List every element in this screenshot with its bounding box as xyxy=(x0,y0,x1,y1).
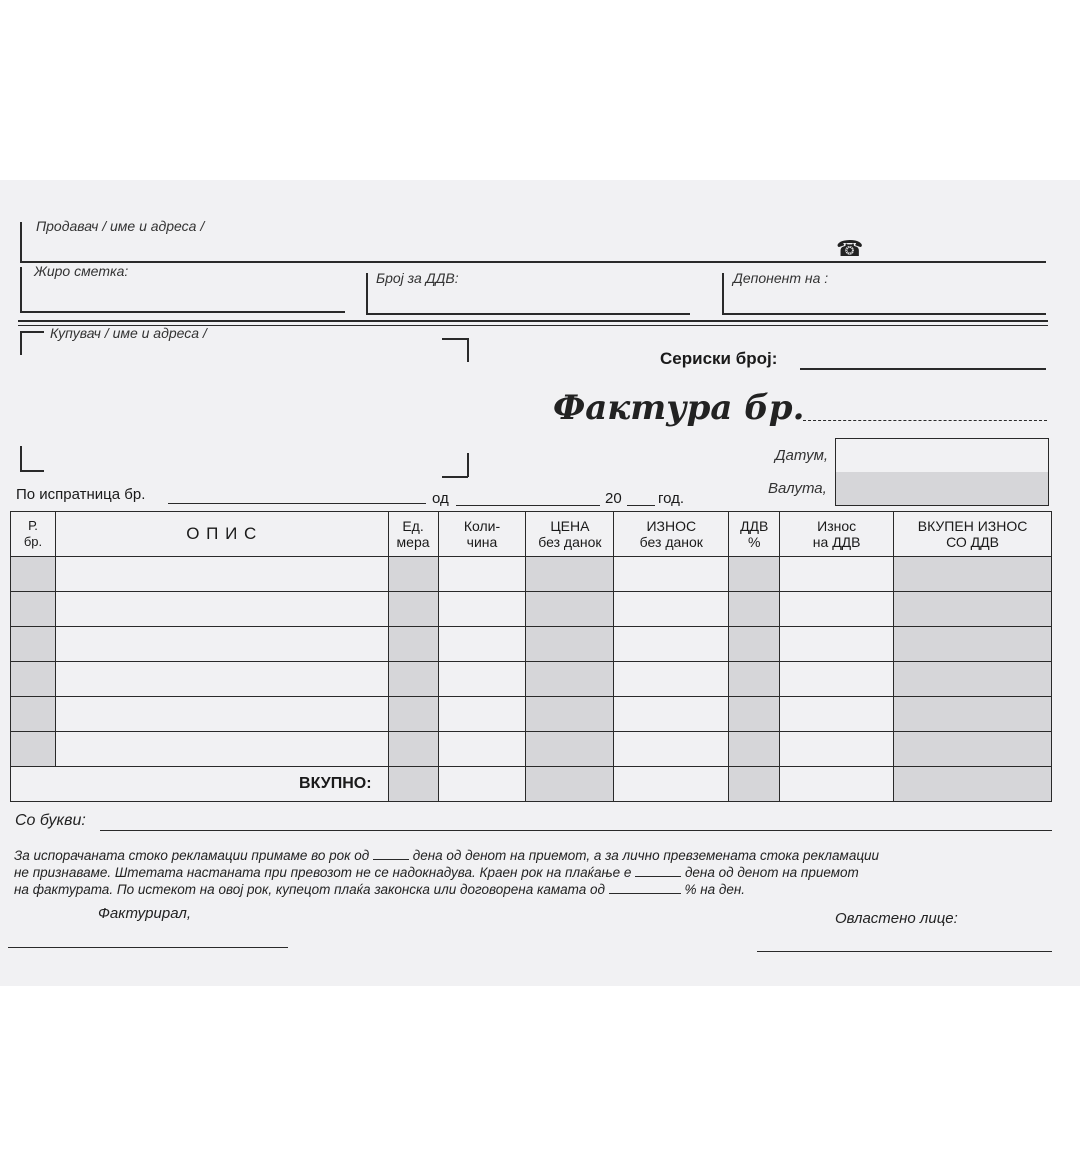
datum-label: Датум, xyxy=(775,447,829,464)
total-cell[interactable] xyxy=(780,767,894,802)
table-cell[interactable] xyxy=(55,732,388,767)
authorized-line[interactable] xyxy=(757,951,1052,952)
table-cell[interactable] xyxy=(11,627,56,662)
terms-line-1 xyxy=(14,847,879,864)
table-cell[interactable] xyxy=(526,732,614,767)
table-cell[interactable] xyxy=(729,732,780,767)
deponent-bracket xyxy=(722,273,724,313)
table-cell[interactable] xyxy=(894,592,1052,627)
col-iznos: ИЗНОС без данок xyxy=(614,512,729,557)
table-cell[interactable] xyxy=(55,662,388,697)
buyer-corner-tr-h xyxy=(442,338,468,340)
table-cell[interactable] xyxy=(894,662,1052,697)
table-cell[interactable] xyxy=(438,697,526,732)
table-cell[interactable] xyxy=(614,662,729,697)
vat-label: Број за ДДВ: xyxy=(376,270,459,286)
terms-text: % на ден. xyxy=(684,882,746,897)
table-cell[interactable] xyxy=(11,557,56,592)
terms-text: не признаваме. Штетата настаната при превозот не се надокнадува. Краен рок на плаќање е xyxy=(14,865,632,880)
total-cell[interactable] xyxy=(388,767,438,802)
terms-text: дена од денот на приемот xyxy=(684,865,859,880)
table-cell[interactable] xyxy=(729,697,780,732)
table-cell[interactable] xyxy=(894,627,1052,662)
shipment-label: По испратница бр. xyxy=(16,486,146,503)
table-cell[interactable] xyxy=(11,592,56,627)
giro-line xyxy=(20,311,345,313)
deponent-line xyxy=(722,313,1046,315)
giro-label: Жиро сметка: xyxy=(34,263,129,279)
table-row xyxy=(11,557,1052,592)
total-row xyxy=(11,767,1052,802)
col-kolicina: Коли- чина xyxy=(438,512,526,557)
table-cell[interactable] xyxy=(729,627,780,662)
total-cell[interactable] xyxy=(614,767,729,802)
table-row xyxy=(11,662,1052,697)
table-cell[interactable] xyxy=(614,557,729,592)
table-cell[interactable] xyxy=(614,627,729,662)
table-cell[interactable] xyxy=(438,557,526,592)
valuta-field[interactable] xyxy=(835,472,1049,506)
table-cell[interactable] xyxy=(55,627,388,662)
table-cell[interactable] xyxy=(614,592,729,627)
items-table xyxy=(10,511,1052,802)
col-vkupen: ВКУПЕН ИЗНОС СО ДДВ xyxy=(894,512,1052,557)
shipment-od-label: од xyxy=(432,490,449,507)
separator-line xyxy=(18,320,1048,322)
terms-text: дена од денот на приемот, а за лично превземената стока рекламации xyxy=(412,848,880,863)
table-cell[interactable] xyxy=(780,662,894,697)
seller-label: Продавач / име и адреса / xyxy=(36,218,205,234)
buyer-corner-tr-v xyxy=(467,338,469,362)
buyer-corner-bl-v xyxy=(20,446,22,471)
table-cell[interactable] xyxy=(438,592,526,627)
table-cell[interactable] xyxy=(894,697,1052,732)
table-cell[interactable] xyxy=(388,662,438,697)
col-iznos-ddv: Износ на ДДВ xyxy=(780,512,894,557)
table-cell[interactable] xyxy=(526,662,614,697)
terms-text: на фактурата. По истекот на овој рок, купецот плаќа законска или договорена камата од xyxy=(14,882,605,897)
table-cell[interactable] xyxy=(388,557,438,592)
total-label: ВКУПНО: xyxy=(11,767,389,802)
table-cell[interactable] xyxy=(729,662,780,697)
year-suffix: год. xyxy=(658,490,685,507)
payment-days-field[interactable] xyxy=(635,876,681,877)
table-row xyxy=(11,592,1052,627)
table-cell[interactable] xyxy=(388,732,438,767)
authorized-label: Овластено лице: xyxy=(835,910,958,927)
seller-bracket xyxy=(20,222,22,262)
giro-bracket xyxy=(20,267,22,311)
total-cell[interactable] xyxy=(438,767,526,802)
table-cell[interactable] xyxy=(894,732,1052,767)
buyer-label: Купувач / име и адреса / xyxy=(50,325,207,341)
col-opis: О П И С xyxy=(55,512,388,557)
table-cell[interactable] xyxy=(55,592,388,627)
col-rbr: Р. бр. xyxy=(11,512,56,557)
table-cell[interactable] xyxy=(894,557,1052,592)
vat-line xyxy=(366,313,690,315)
words-line xyxy=(100,830,1052,831)
terms-line-3 xyxy=(14,881,745,898)
table-cell[interactable] xyxy=(11,732,56,767)
table-cell[interactable] xyxy=(526,697,614,732)
table-cell[interactable] xyxy=(729,557,780,592)
invoice-title: Фактура бр. xyxy=(553,388,805,428)
valuta-label: Валута, xyxy=(768,480,827,497)
table-cell[interactable] xyxy=(780,697,894,732)
table-cell[interactable] xyxy=(11,697,56,732)
serial-line xyxy=(800,368,1046,370)
table-cell[interactable] xyxy=(780,557,894,592)
serial-label: Сериски број: xyxy=(660,349,778,368)
words-label: Со букви: xyxy=(15,812,86,829)
buyer-corner-bl-h xyxy=(20,470,44,472)
table-cell[interactable] xyxy=(526,592,614,627)
phone-icon: ☎ xyxy=(836,236,864,261)
terms-text: За испорачаната стоко рекламации примаме во рок од xyxy=(14,848,370,863)
table-cell[interactable] xyxy=(780,732,894,767)
table-cell[interactable] xyxy=(614,732,729,767)
year-prefix: 20 xyxy=(605,490,622,507)
table-cell[interactable] xyxy=(438,732,526,767)
year-line xyxy=(627,505,655,506)
table-row xyxy=(11,627,1052,662)
terms-line-2 xyxy=(14,864,859,881)
table-cell[interactable] xyxy=(526,627,614,662)
shipment-number-line xyxy=(168,503,426,504)
invoice-number-line xyxy=(803,420,1047,421)
table-cell[interactable] xyxy=(388,592,438,627)
invoiced-by-label: Фактурирал, xyxy=(98,905,192,922)
table-cell[interactable] xyxy=(55,697,388,732)
table-cell[interactable] xyxy=(11,662,56,697)
table-cell[interactable] xyxy=(438,627,526,662)
buyer-corner-tl-v xyxy=(20,331,22,355)
table-row xyxy=(11,697,1052,732)
table-cell[interactable] xyxy=(614,697,729,732)
table-cell[interactable] xyxy=(388,627,438,662)
total-cell[interactable] xyxy=(894,767,1052,802)
shipment-date-line xyxy=(456,505,600,506)
total-cell[interactable] xyxy=(729,767,780,802)
datum-field[interactable] xyxy=(835,438,1049,473)
buyer-corner-br-v xyxy=(467,453,469,477)
table-cell[interactable] xyxy=(388,697,438,732)
interest-rate-field[interactable] xyxy=(609,893,681,894)
col-edmera: Ед. мера xyxy=(388,512,438,557)
table-header-row xyxy=(11,512,1052,557)
seller-line xyxy=(20,261,1046,263)
table-cell[interactable] xyxy=(438,662,526,697)
col-ddv: ДДВ % xyxy=(729,512,780,557)
table-cell[interactable] xyxy=(780,627,894,662)
col-cena: ЦЕНА без данок xyxy=(526,512,614,557)
buyer-corner-tl-h xyxy=(20,331,44,333)
buyer-corner-br-h xyxy=(442,476,468,478)
table-cell[interactable] xyxy=(55,557,388,592)
vat-bracket xyxy=(366,273,368,313)
table-cell[interactable] xyxy=(729,592,780,627)
total-cell[interactable] xyxy=(526,767,614,802)
table-cell[interactable] xyxy=(526,557,614,592)
table-row xyxy=(11,732,1052,767)
table-cell[interactable] xyxy=(780,592,894,627)
deponent-label: Депонент на : xyxy=(733,270,829,286)
complaint-days-field[interactable] xyxy=(373,859,409,860)
invoiced-by-line[interactable] xyxy=(8,947,288,948)
